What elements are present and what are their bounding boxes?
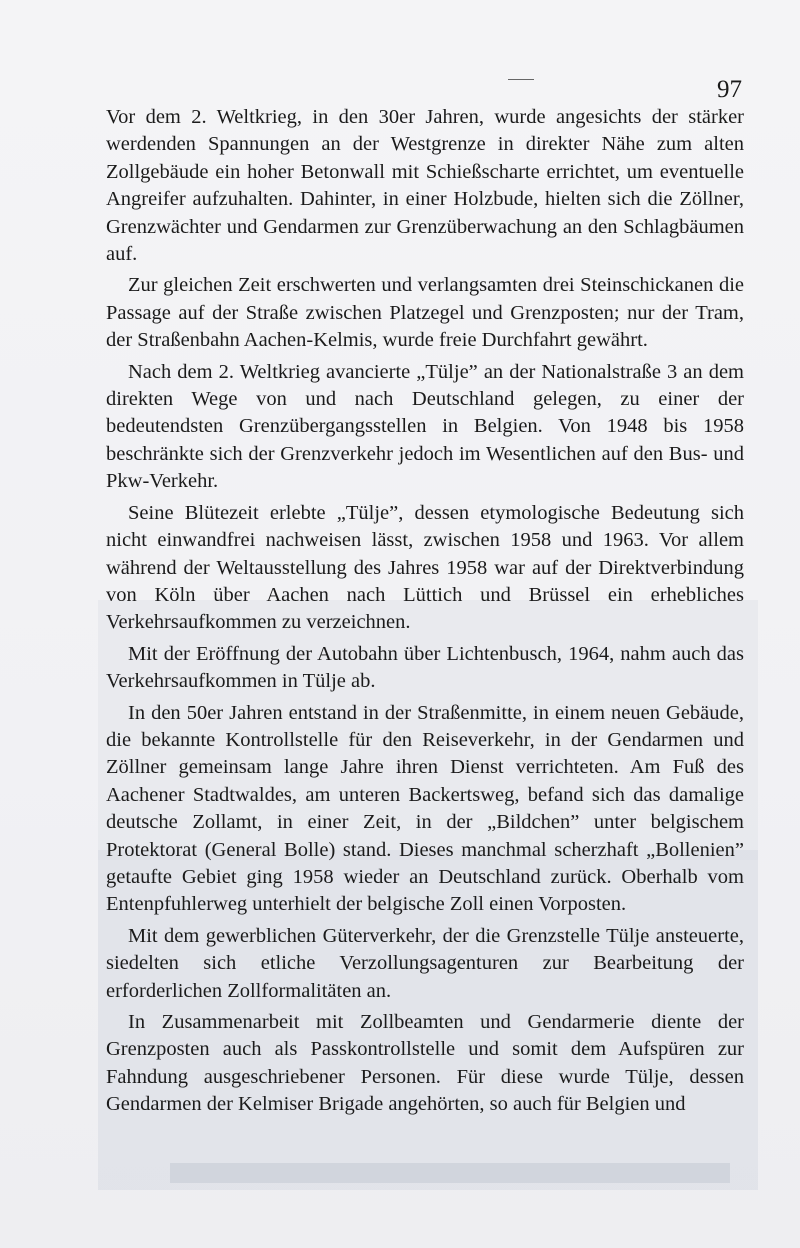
paragraph-2: Zur gleichen Zeit erschwerten und verlangsamten drei Steinschickanen die Passage auf der Straße zwischen Platzegel und Grenzposten; nur der Tram, der Straßenbahn Aachen-Kelmis, wurde freie Durchfahrt gewährt. — [106, 274, 744, 352]
paragraph-4: Seine Blütezeit erlebte „Tülje”, dessen etymologische Bedeutung sich nicht einwandfrei nachweisen lässt, zwischen 1958 und 1963. Vor allem während der Weltausstellung des Jahres 1958 war auf der Direktverbindung von Köln über Aachen nach Lüttich und Brüssel ein erhebliches Verkehrsaufkommen zu verzeichnen. — [106, 501, 744, 634]
header-mark — [508, 79, 534, 80]
paragraph-7: Mit dem gewerblichen Güterverkehr, der die Grenzstelle Tülje ansteuerte, siedelten sich etliche Verzollungsagenturen zur Bearbeitung der erforderlichen Zollformalitäten an. — [106, 924, 744, 1002]
paragraph-1: Vor dem 2. Weltkrieg, in den 30er Jahren, wurde angesichts der stärker werdenden Spannungen an der Westgrenze in direkter Nähe zum alten Zollgebäude ein hoher Betonwall mit Schießscharte errichtet, um eventuelle Angreifer aufzuhalten. Dahinter, in einer Holzbude, hielten sich die Zöllner, Grenzwächter und Gendarmen zur Grenzüberwachung an den Schlagbäumen auf. — [106, 106, 744, 266]
body-text — [106, 104, 744, 1119]
paragraph-6: In den 50er Jahren entstand in der Straßenmitte, in einem neuen Gebäude, die bekannte Kontrollstelle für den Reiseverkehr, in der Gendarmen und Zöllner gemeinsam lange Jahre ihren Dienst verrichteten. Am Fuß des Aachener Stadtwaldes, am unteren Backertsweg, befand sich das damalige deutsche Zollamt, in einer Zeit, in der „Bildchen” unter belgischem Protektorat (General Bolle) stand. Dieses manchmal scherzhaft „Bollenien” getaufte Gebiet ging 1958 wieder an Deutschland zurück. Oberhalb vom Entenpfuhlerweg unterhielt der belgische Zoll einen Vorposten. — [106, 701, 744, 916]
paragraph-5: Mit der Eröffnung der Autobahn über Lichtenbusch, 1964, nahm auch das Verkehrsaufkommen in Tülje ab. — [106, 642, 744, 693]
page-number: 97 — [717, 76, 742, 103]
paragraph-8: In Zusammenarbeit mit Zollbeamten und Gendarmerie diente der Grenzposten auch als Passkontrollstelle und somit dem Aufspüren zur Fahndung ausgeschriebener Personen. Für diese wurde Tülje, dessen Gendarmen der Kelmiser Brigade angehörten, so auch für Belgien und — [106, 1011, 744, 1116]
show-through-caption — [170, 1163, 730, 1183]
paragraph-3: Nach dem 2. Weltkrieg avancierte „Tülje” an der Nationalstraße 3 an dem direkten Wege von und nach Deutschland gelegen, zu einer der bedeutendsten Grenzübergangsstellen in Belgien. Von 1948 bis 1958 beschränkte sich der Grenzverkehr jedoch im Wesentlichen auf den Bus- und Pkw-Verkehr. — [106, 360, 744, 493]
